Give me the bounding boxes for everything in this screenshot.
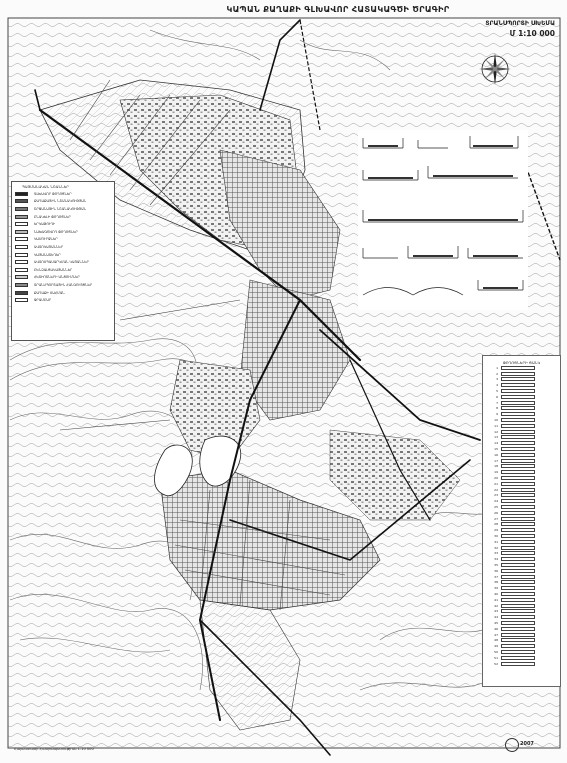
legend-item bbox=[12, 220, 114, 228]
street-name-box bbox=[501, 377, 535, 381]
street-number: 40 bbox=[494, 591, 498, 596]
street-name-box bbox=[501, 430, 535, 434]
legend-swatch bbox=[15, 215, 28, 219]
street-number: 31 bbox=[494, 539, 498, 544]
street-name-box bbox=[501, 621, 535, 625]
legend-swatch bbox=[15, 199, 28, 203]
street-name-box bbox=[501, 412, 535, 416]
legend-item bbox=[12, 228, 114, 236]
street-name-box bbox=[501, 482, 535, 486]
street-name-box bbox=[501, 569, 535, 573]
cross-section-drawings bbox=[358, 130, 528, 310]
street-name-box bbox=[501, 517, 535, 521]
legend-item bbox=[12, 213, 114, 221]
legend-swatch bbox=[15, 207, 28, 211]
legend-item bbox=[12, 236, 114, 244]
legend-panel bbox=[11, 181, 115, 341]
street-number: 4 bbox=[496, 383, 498, 388]
street-name-box bbox=[501, 586, 535, 590]
street-number: 14 bbox=[494, 441, 498, 446]
street-name-box bbox=[501, 604, 535, 608]
street-number: 2 bbox=[496, 371, 498, 376]
street-name-box bbox=[501, 470, 535, 474]
street-number: 41 bbox=[494, 597, 498, 602]
street-index-item bbox=[489, 661, 560, 667]
street-name-box bbox=[501, 662, 535, 666]
legend-item bbox=[12, 274, 114, 282]
street-number: 27 bbox=[494, 516, 498, 521]
street-name-box bbox=[501, 650, 535, 654]
legend-swatch bbox=[15, 298, 28, 302]
street-number: 34 bbox=[494, 557, 498, 562]
sheet-code: 2007 bbox=[520, 741, 534, 747]
street-number: 36 bbox=[494, 568, 498, 573]
legend-item bbox=[12, 296, 114, 304]
street-number: 22 bbox=[494, 487, 498, 492]
legend-item bbox=[12, 243, 114, 251]
street-number: 35 bbox=[494, 562, 498, 567]
legend-item bbox=[12, 258, 114, 266]
street-name-box bbox=[501, 575, 535, 579]
legend-swatch bbox=[15, 192, 28, 196]
legend-label: ՏՐԱՆՍՊՈՐՏԱՅԻՆ ՀԱՆԳՈՒՅՑՆԵՐ bbox=[34, 282, 93, 287]
road-cross-sections bbox=[358, 130, 528, 310]
street-number: 3 bbox=[496, 377, 498, 382]
street-number: 38 bbox=[494, 580, 498, 585]
street-name-box bbox=[501, 528, 535, 532]
legend-label: ԲԵՆԶԱԼՑԱԿԱՅԱՆՆԵՐ bbox=[34, 267, 73, 272]
street-name-box bbox=[501, 540, 535, 544]
stamp-icon bbox=[505, 738, 519, 752]
street-number: 9 bbox=[496, 412, 498, 417]
legend-label: ԿԱՄՈՒՐՋՆԵՐ bbox=[34, 237, 58, 242]
street-name-box bbox=[501, 459, 535, 463]
legend-swatch bbox=[15, 222, 28, 226]
legend-swatch bbox=[15, 268, 28, 272]
legend-swatch bbox=[15, 237, 28, 241]
legend-label: ՋՐԱՄԲԱՐ bbox=[34, 298, 52, 303]
street-name-box bbox=[501, 522, 535, 526]
street-number: 23 bbox=[494, 493, 498, 498]
street-name-box bbox=[501, 488, 535, 492]
legend-title: ՊԱՅՄԱՆԱԿԱՆ ՆՇԱՆՆԵՐ bbox=[22, 185, 69, 189]
street-name-box bbox=[501, 563, 535, 567]
street-number: 6 bbox=[496, 394, 498, 399]
street-number: 37 bbox=[494, 574, 498, 579]
street-name-box bbox=[501, 418, 535, 422]
street-number: 49 bbox=[494, 644, 498, 649]
legend-label: ԿԱՅԱՆԱՏԵՂԵՐ bbox=[34, 252, 61, 257]
street-name-box bbox=[501, 464, 535, 468]
legend-label: ԱՎՏՈԿԱՅԱՆՆԵՐ bbox=[34, 244, 64, 249]
street-number: 29 bbox=[494, 528, 498, 533]
legend-swatch bbox=[15, 275, 28, 279]
legend-list bbox=[12, 190, 114, 304]
street-number: 19 bbox=[494, 470, 498, 475]
street-name-box bbox=[501, 627, 535, 631]
street-index-title: ՓՈՂՈՑՆԵՐԻ ՑԱՆԿ bbox=[502, 360, 541, 365]
legend-item bbox=[12, 289, 114, 297]
legend-label: ՔԱՂԱՔԻ ՍԱՀՄԱՆ bbox=[34, 290, 65, 295]
street-number: 10 bbox=[494, 418, 498, 423]
street-name-box bbox=[501, 424, 535, 428]
street-number: 11 bbox=[494, 423, 498, 428]
street-number: 51 bbox=[494, 655, 498, 660]
street-name-box bbox=[501, 447, 535, 451]
street-index-panel bbox=[482, 355, 561, 687]
street-number: 50 bbox=[494, 649, 498, 654]
street-name-box bbox=[501, 435, 535, 439]
street-index-list bbox=[483, 365, 560, 666]
street-name-box bbox=[501, 633, 535, 637]
legend-item bbox=[12, 281, 114, 289]
legend-item bbox=[12, 190, 114, 198]
street-number: 12 bbox=[494, 429, 498, 434]
legend-swatch bbox=[15, 253, 28, 257]
street-number: 20 bbox=[494, 476, 498, 481]
legend-swatch bbox=[15, 245, 28, 249]
street-name-box bbox=[501, 406, 535, 410]
street-number: 13 bbox=[494, 435, 498, 440]
street-name-box bbox=[501, 441, 535, 445]
street-number: 28 bbox=[494, 522, 498, 527]
street-number: 30 bbox=[494, 534, 498, 538]
street-number: 17 bbox=[494, 458, 498, 463]
legend-label: ՇՐՋԱՆԱՅԻՆ ՆՇԱՆԱԿՈՒԹՅԱՆ bbox=[34, 206, 87, 211]
street-number: 33 bbox=[494, 551, 498, 556]
street-name-box bbox=[501, 580, 535, 584]
street-number: 52 bbox=[494, 661, 498, 666]
street-number: 32 bbox=[494, 545, 498, 550]
street-number: 39 bbox=[494, 586, 498, 591]
legend-swatch bbox=[15, 291, 28, 295]
street-name-box bbox=[501, 609, 535, 613]
legend-label: ԳԼԽԱՎՈՐ ՓՈՂՈՑՆԵՐ bbox=[34, 191, 72, 196]
street-number: 45 bbox=[494, 620, 498, 625]
street-name-box bbox=[501, 551, 535, 555]
street-number: 46 bbox=[494, 626, 498, 631]
street-number: 16 bbox=[494, 452, 498, 457]
legend-item bbox=[12, 251, 114, 259]
street-number: 47 bbox=[494, 632, 498, 637]
map-scale: Մ 1:10 000 bbox=[509, 29, 555, 38]
street-name-box bbox=[501, 401, 535, 405]
street-number: 21 bbox=[494, 481, 498, 486]
street-number: 18 bbox=[494, 464, 498, 469]
legend-swatch bbox=[15, 260, 28, 264]
street-name-box bbox=[501, 389, 535, 393]
street-name-box bbox=[501, 499, 535, 503]
street-name-box bbox=[501, 656, 535, 660]
street-number: 1 bbox=[496, 365, 498, 370]
street-name-box bbox=[501, 644, 535, 648]
bottom-note: Հայաստանի Հանրապետություն 1:10 000 bbox=[14, 747, 94, 751]
legend-swatch bbox=[15, 230, 28, 234]
legend-label: ՀԵՏԻՈՏՆԵՐԻ ԱՆՑՈՒՄՆԵՐ bbox=[34, 275, 80, 280]
street-number: 48 bbox=[494, 638, 498, 643]
legend-swatch bbox=[15, 283, 28, 287]
street-name-box bbox=[501, 557, 535, 561]
street-number: 26 bbox=[494, 510, 498, 515]
street-number: 42 bbox=[494, 603, 498, 608]
street-number: 24 bbox=[494, 499, 498, 504]
legend-item bbox=[12, 266, 114, 274]
legend-label: ՔԱՂԱՔԱՅԻՆ ՆՇԱՆԱԿՈՒԹՅԱՆ bbox=[34, 199, 87, 204]
legend-label: ԱՎՏՈՍՊԱՍԱՐԿՄԱՆ ԿԱՅԱՆՆԵՐ bbox=[34, 260, 89, 265]
street-name-box bbox=[501, 638, 535, 642]
street-number: 44 bbox=[494, 615, 498, 620]
street-name-box bbox=[501, 505, 535, 509]
street-name-box bbox=[501, 598, 535, 602]
street-name-box bbox=[501, 383, 535, 387]
legend-label: ԵՐԿԱԹՈՒՂԻ bbox=[34, 222, 56, 227]
street-name-box bbox=[501, 493, 535, 497]
street-number: 5 bbox=[496, 389, 498, 394]
street-name-box bbox=[501, 453, 535, 457]
map-subtitle: ՏՐԱՆՍՊՈՐՏԻ ՍԽԵՄԱ bbox=[485, 20, 555, 27]
street-name-box bbox=[501, 511, 535, 515]
legend-item bbox=[12, 198, 114, 206]
legend-item bbox=[12, 205, 114, 213]
street-name-box bbox=[501, 366, 535, 370]
street-name-box bbox=[501, 546, 535, 550]
street-name-box bbox=[501, 476, 535, 480]
street-name-box bbox=[501, 372, 535, 376]
street-name-box bbox=[501, 534, 535, 538]
street-number: 43 bbox=[494, 609, 498, 614]
street-number: 7 bbox=[496, 400, 498, 405]
street-name-box bbox=[501, 592, 535, 596]
street-number: 25 bbox=[494, 505, 498, 510]
street-number: 8 bbox=[496, 406, 498, 411]
street-name-box bbox=[501, 395, 535, 399]
map-title: ԿԱՊԱՆ ՔԱՂԱՔԻ ԳԼԽԱՎՈՐ ՀԱՏԱԿԱԳԾԻ ԾՐԱԳԻՐ bbox=[226, 4, 450, 14]
street-number: 15 bbox=[494, 447, 498, 452]
compass-rose-icon bbox=[478, 52, 512, 86]
legend-label: ՆԱԽԱԳԾՎՈՂ ՓՈՂՈՑՆԵՐ bbox=[34, 229, 78, 234]
street-name-box bbox=[501, 615, 535, 619]
legend-label: ԲՆԱԿԵԼԻ ՓՈՂՈՑՆԵՐ bbox=[34, 214, 71, 219]
